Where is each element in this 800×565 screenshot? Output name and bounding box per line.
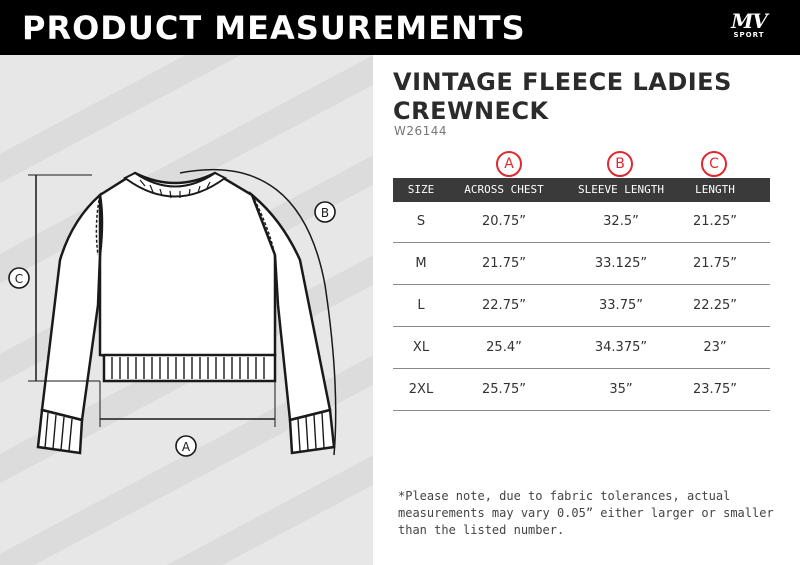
cell-sleeve-length: 35” (609, 382, 633, 397)
marker-c-label: C (14, 272, 24, 286)
cell-sleeve-length: 32.5” (603, 214, 639, 229)
header-sleeve-length: SLEEVE LENGTH (577, 183, 665, 196)
marker-a-label: A (181, 440, 191, 454)
page-title: PRODUCT MEASUREMENTS (22, 9, 526, 47)
body-outline (100, 173, 275, 360)
column-letter-b: B (607, 151, 633, 177)
cell-across-chest: 20.75” (482, 214, 526, 229)
table-row (393, 286, 770, 327)
cell-sleeve-length: 33.75” (599, 298, 643, 313)
hem-band (104, 355, 275, 381)
cell-across-chest: 22.75” (482, 298, 526, 313)
cell-length: 23” (703, 340, 727, 355)
cell-length: 21.75” (693, 256, 737, 271)
column-letter-c: C (701, 151, 727, 177)
table-row (393, 328, 770, 369)
table-row (393, 370, 770, 411)
table-row (393, 244, 770, 285)
logo-subtext: SPORT (733, 31, 765, 39)
fabric-tolerance-note: *Please note, due to fabric tolerances, actual measurements may vary 0.05” either larger or smaller than the listed number. (398, 489, 774, 537)
column-letter-a: A (496, 151, 522, 177)
marker-b-label: B (320, 206, 330, 220)
garment-diagram-panel (0, 55, 373, 565)
cell-across-chest: 25.4” (486, 340, 522, 355)
product-name: VINTAGE FLEECE LADIES CREWNECK (393, 68, 732, 125)
cell-size: S (416, 214, 426, 229)
cell-length: 22.25” (693, 298, 737, 313)
cell-length: 21.25” (693, 214, 737, 229)
left-sleeve (42, 195, 100, 420)
header-size: SIZE (407, 183, 435, 196)
sweatshirt-flat-sketch (0, 55, 373, 565)
logo-mark: MV (731, 9, 767, 33)
cell-size: XL (412, 340, 430, 355)
header-across-chest: ACROSS CHEST (464, 183, 544, 196)
product-sku: W26144 (394, 124, 448, 138)
cell-size: M (415, 256, 427, 271)
brand-logo (726, 11, 772, 43)
cell-size: 2XL (408, 382, 434, 397)
cell-sleeve-length: 33.125” (594, 256, 648, 271)
cell-size: L (417, 298, 425, 313)
table-row (393, 202, 770, 243)
cell-sleeve-length: 34.375” (594, 340, 648, 355)
header-length: LENGTH (695, 183, 735, 196)
cell-length: 23.75” (693, 382, 737, 397)
cell-across-chest: 25.75” (482, 382, 526, 397)
header-bar (0, 0, 800, 55)
cell-across-chest: 21.75” (482, 256, 526, 271)
table-header (393, 178, 770, 202)
